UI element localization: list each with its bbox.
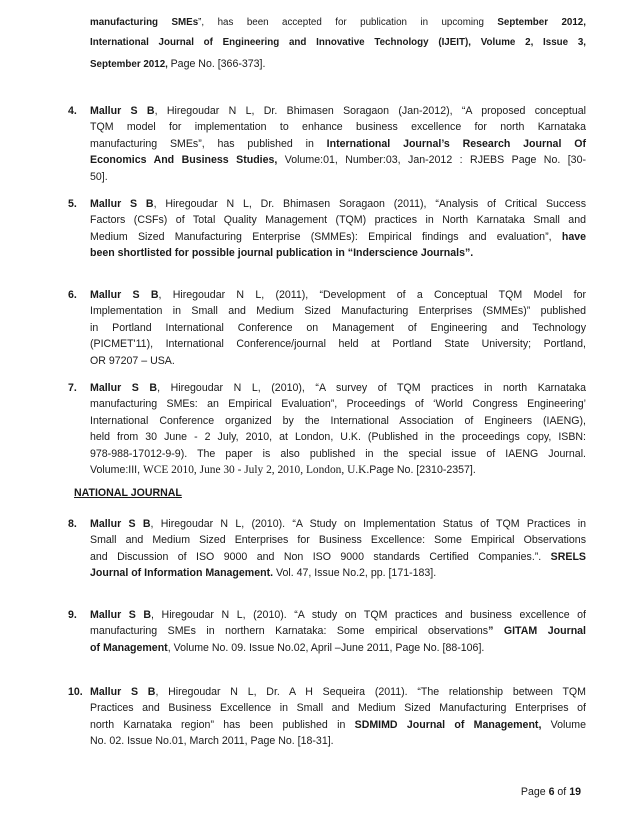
entry-number: 6. (68, 289, 77, 301)
entry-number: 5. (68, 198, 77, 210)
author-name: Mallur S B (90, 105, 155, 117)
page-footer: Page 6 of 19 (520, 786, 581, 798)
section-title-national-journal: NATIONAL JOURNAL (74, 487, 182, 499)
entry-number: 10. (68, 686, 83, 698)
author-name: Mallur S B (90, 198, 154, 210)
author-name: Mallur S B (90, 289, 159, 301)
page-number: 6 (548, 786, 555, 798)
entry-3-line-1: manufacturing SMEs”, has been accepted for publication in upcoming September 2012, (90, 17, 586, 28)
entry-9: 9. Mallur S B, Hiregoudar N L, (2010). “A study on TQM practices and business excellence of manufacturing SMEs in northern Karnataka: Some empirical observations” GITAM Journal of Management, Volume No. 09. Issue No.02, April –June 2011, Page No. [88-106]. (68, 609, 586, 654)
author-name: Mallur S B (90, 518, 151, 530)
entry-number: 8. (68, 518, 77, 530)
entry-3-line-3: September 2012, Page No. [366-373]. (90, 57, 266, 70)
author-name: Mallur S B (90, 686, 156, 698)
author-name: Mallur S B (90, 382, 158, 394)
entry-number: 9. (68, 609, 77, 621)
page-total: 19 (569, 786, 581, 798)
entry-3-line-2: International Journal of Engineering and Innovative Technology (IJEIT), Volume 2, Issue 3, (90, 37, 586, 49)
entry-4: 4. Mallur S B, Hiregoudar N L, Dr. Bhimasen Soragaon (Jan-2012), “A proposed conceptual TQM model for implementation to enhance business excellence for north Karnataka manufacturing SMEs”, has published in International Journal’s Research Journal Of Economics And Business Studies, Volume:01, Number:03, Jan-2012 : RJEBS Page No. [30- 50]. (68, 105, 586, 183)
author-name: Mallur S B (90, 609, 152, 621)
entry-3-continuation (90, 15, 586, 73)
entry-10: 10. Mallur S B, Hiregoudar N L, Dr. A H Sequeira (2011). “The relationship between TQM Practices and Business Excellence in Small and Medium Sized Manufacturing Enterprises of north Karnataka region” has been published in SDMIMD Journal of Management, Volume No. 02. Issue No.01, March 2011, Page No. [18-31]. (68, 686, 587, 748)
entry-6: 6. Mallur S B, Hiregoudar N L, (2011), “Development of a Conceptual TQM Model for Implementation in Small and Medium Sized Manufacturing Enterprises (SMMEs)” published in Portland International Conference on Management of Engineering and Technology (PICMET'11), International Conference/journal held at Portland State University; Portland, OR 97207 – USA. (68, 289, 586, 367)
entry-number: 4. (68, 105, 77, 117)
entry-8: 8. Mallur S B, Hiregoudar N L, (2010). “A Study on Implementation Status of TQM Practices in Small and Medium Sized Enterprises for Business Excellence: Some Empirical Observations and Discussion of ISO 9000 and Non ISO 9000 standards Certified Companies.”. SRELS Journal of Information Management. Vol. 47, Issue No.2, pp. [171-183]. (68, 518, 586, 580)
entry-5: 5. Mallur S B, Hiregoudar N L, Dr. Bhimasen Soragaon (2011), “Analysis of Critical Success Factors (CSFs) of Total Quality Management (TQM) practices in North Karnataka Small and Medium Sized Manufacturing Enterprise (SMMEs): Empirical findings and evaluation”, have been shortlisted for possible journal publication in “Inderscience Journals”. (68, 198, 586, 260)
entry-number: 7. (68, 382, 77, 394)
entry-7: 7. Mallur S B, Hiregoudar N L, (2010), “A survey of TQM practices in north Karnataka manufacturing SMEs: an Empirical Evaluation”, Proceedings of ‘World Congress Engineering’ International Conference organized by the International Association of Engineers (IAENG), held from 30 June - 2 July, 2010, at London, U.K. (Published in the proceedings copy, ISBN: 978-988-17012-9-9). The paper is also published in the special issue of IAENG Journal. Volume:III, WCE 2010, June 30 - July 2, 2010, London, U.K.Page No. [2310-2357]. (68, 382, 586, 477)
